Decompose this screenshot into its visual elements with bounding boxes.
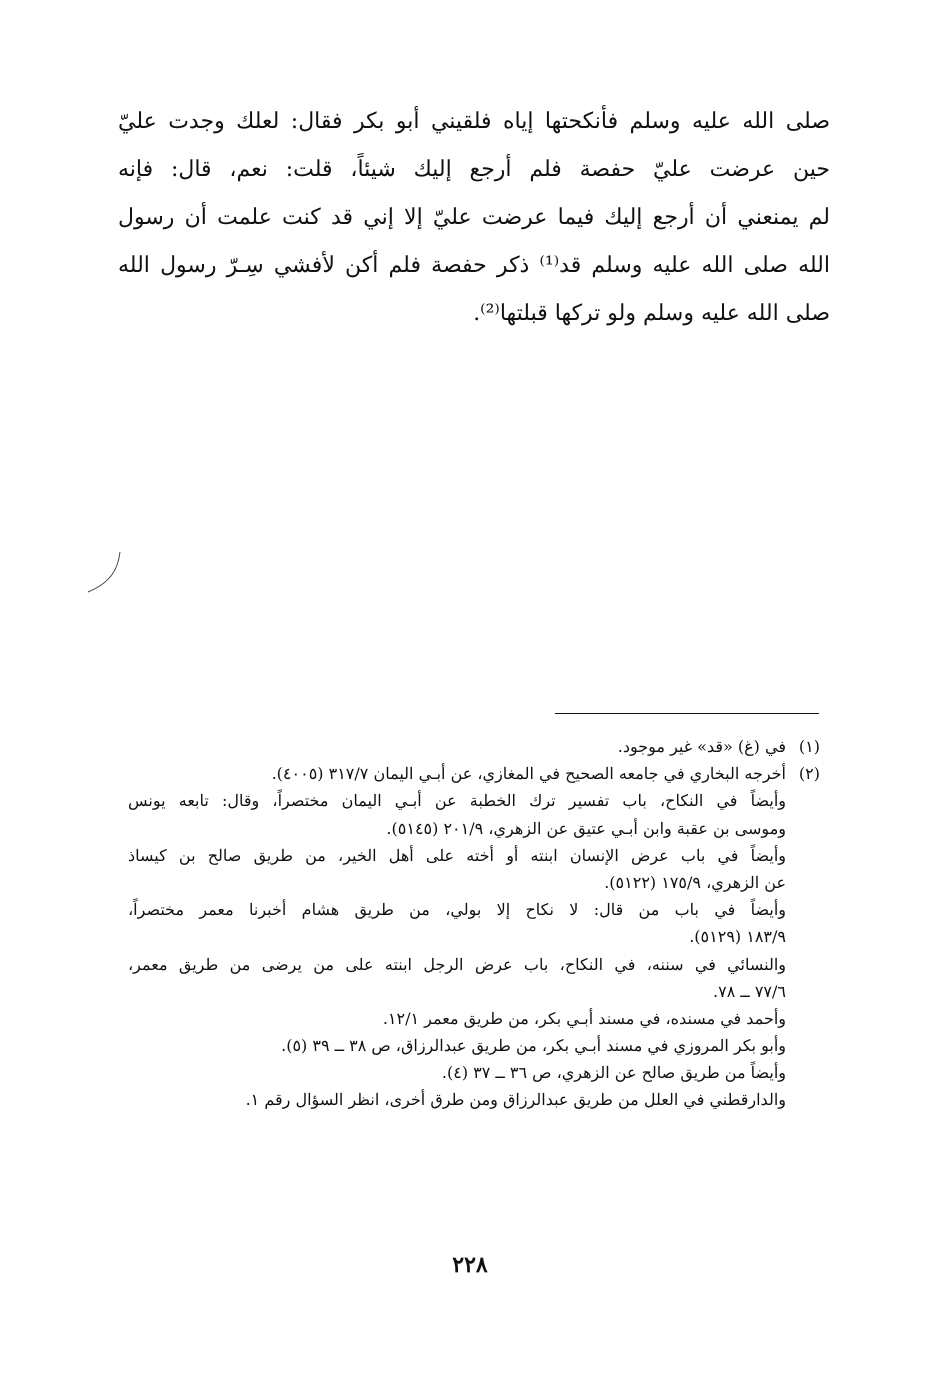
page-number: ٢٢٨ [452, 1252, 488, 1278]
footnote-line: وأبو بكر المروزي في مسند أبـي بكر، من طريق عبدالرزاق، ص ٣٨ ــ ٣٩ (٥). [281, 1036, 786, 1056]
footnote-separator [555, 713, 819, 714]
footnote-line: وموسى بن عقبة وابن أبـي عتيق عن الزهري، ٢٠١/٩ (٥١٤٥). [386, 818, 786, 838]
footnote-line [128, 760, 820, 787]
main-text-line: صلى الله عليه وسلم فأنكحتها إياه فلقيني أبو بكر فقال: لعلك وجدت عليّ [118, 109, 830, 134]
footnote-line: وأيضاً في النكاح، باب تفسير ترك الخطبة عن أبـي اليمان مختصراً، وقال: تابعه يونس [128, 791, 786, 811]
footnote-text: أخرجه البخاري في جامعه الصحيح في المغازي، عن أبـي اليمان ٣١٧/٧ (٤٠٠٥). [271, 764, 786, 784]
footnote-number: (١) [798, 737, 820, 756]
footnote-line: وأيضاً في باب عرض الإنسان ابنته أو أخته على أهل الخير، من طريق صالح بن كيساذ [128, 845, 786, 865]
footnote-number: (٢) [798, 764, 820, 784]
footnote-line: ١٨٣/٩ (٥١٢٩). [689, 927, 786, 947]
main-text-block [118, 98, 830, 338]
main-text-line: لم يمنعني أن أرجع إليك فيما عرضت عليّ إلا إني قد كنت علمت أن رسول [118, 205, 830, 230]
footnote-text: في (غ) «قد» غير موجود. [617, 737, 786, 756]
footnote-line: وأحمد في مسنده، في مسند أبـي بكر، من طريق معمر ١٢/١. [382, 1008, 786, 1028]
footnote-line: والدارقطني في العلل من طريق عبدالرزاق ومن طرق أخرى، انظر السؤال رقم ١. [245, 1090, 786, 1110]
main-text-line: حين عرضت عليّ حفصة فلم أرجع إليك شيئاً، قلت: نعم، قال: فإنه [118, 157, 830, 182]
footnotes-block [128, 733, 820, 1114]
stray-pen-mark [84, 548, 124, 598]
footnote-line: عن الزهري، ١٧٥/٩ (٥١٢٢). [604, 872, 786, 892]
main-text-line: الله صلى الله عليه وسلم قد⁽¹⁾ ذكر حفصة فلم أكن لأفشي سِـرّ رسول الله [118, 253, 830, 278]
footnote-line: والنسائي في سننه، في النكاح، باب عرض الرجل ابنته على من يرضى من طريق معمر، [128, 954, 786, 974]
footnote-line: وأيضاً في باب من قال: لا نكاح إلا بولي، من طريق هشام أخبرنا معمر مختصراً، [128, 900, 786, 920]
footnote-line [128, 733, 820, 760]
footnote-line: ٧٧/٦ ــ ٧٨. [713, 981, 786, 1001]
main-text-line: صلى الله عليه وسلم ولو تركها قبلتها⁽²⁾. [473, 301, 830, 326]
footnote-line: وأيضاً من طريق صالح عن الزهري، ص ٣٦ ــ ٣٧ (٤). [441, 1063, 786, 1083]
